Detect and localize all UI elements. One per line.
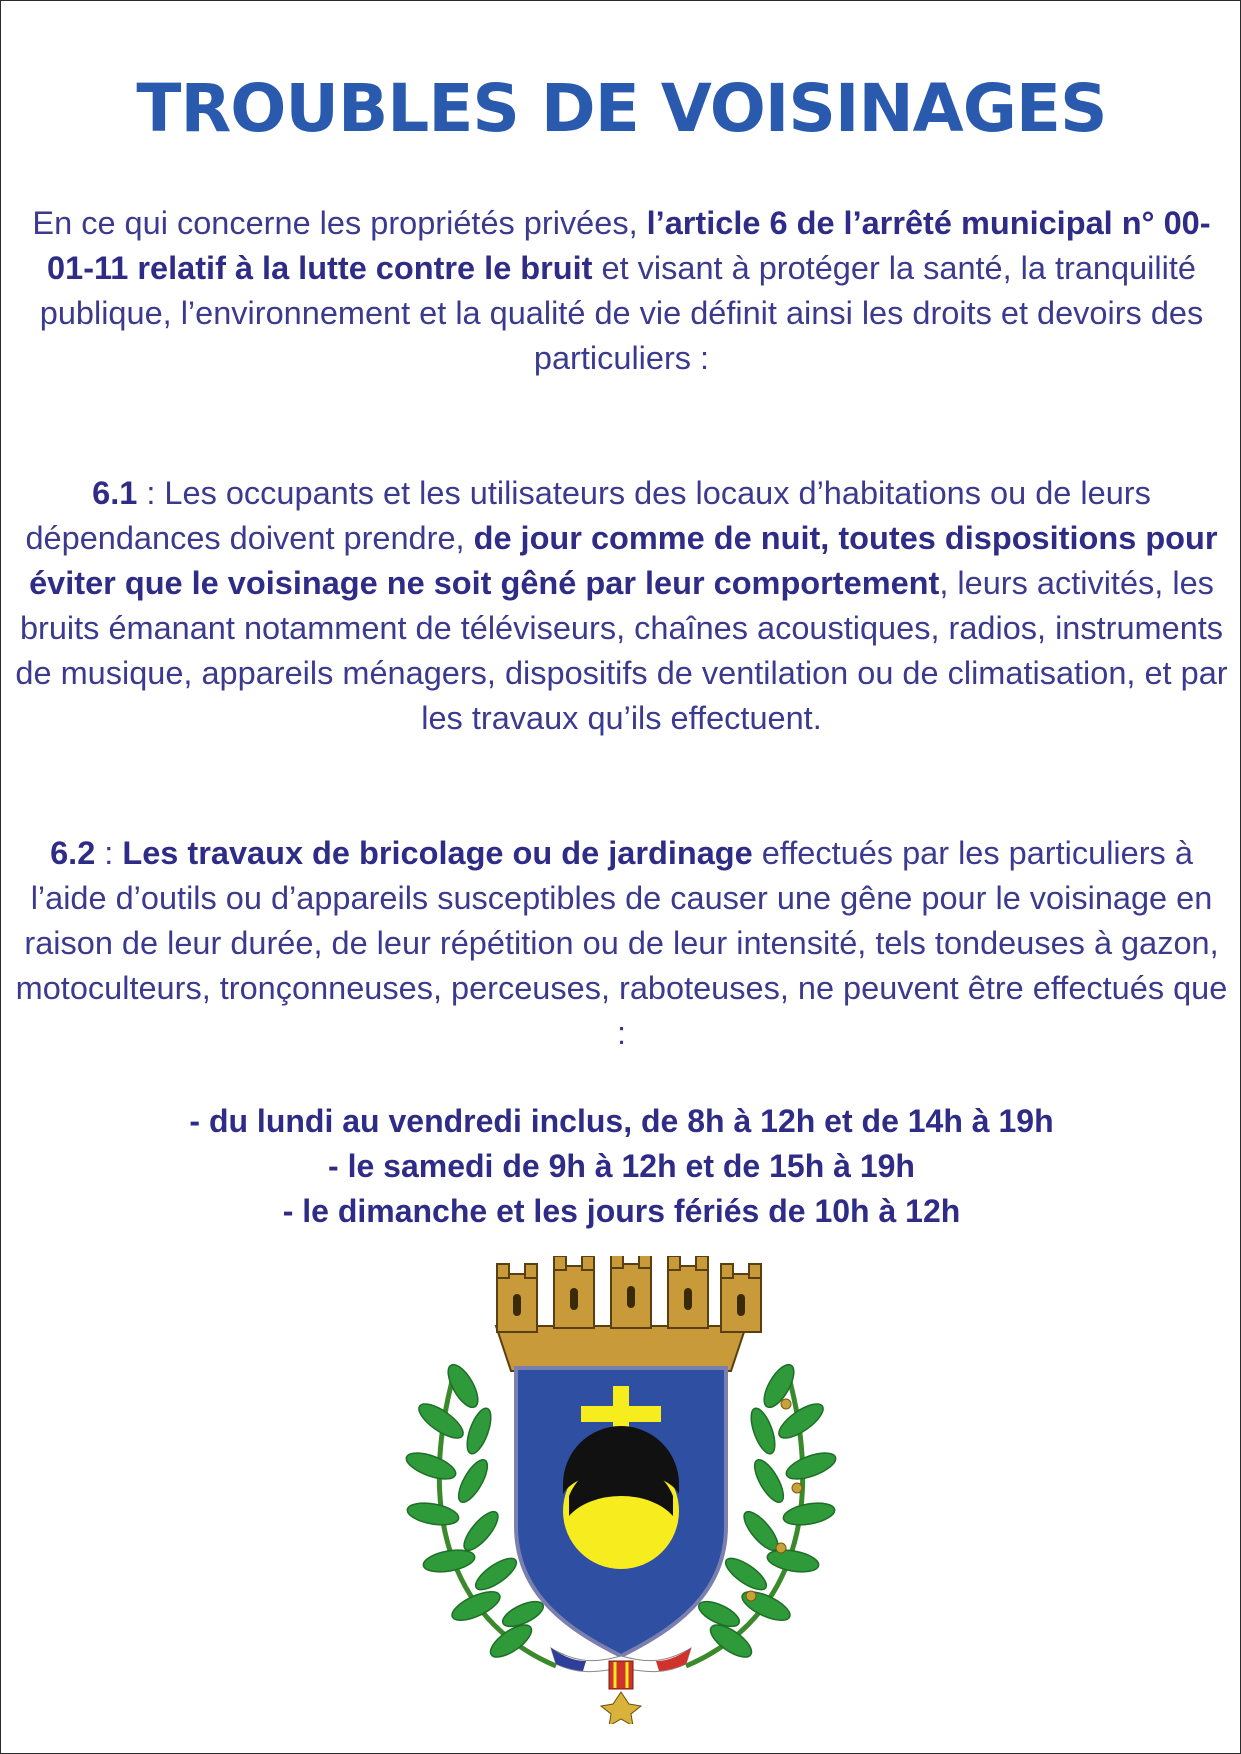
article-6-1-number: 6.1 (92, 475, 138, 511)
schedule-sunday-holidays: - le dimanche et les jours fériés de 10h à 12h (282, 1193, 961, 1229)
article-6-2-number: 6.2 (50, 835, 96, 871)
article-6-2-paragraph (15, 831, 1228, 1056)
mural-crown-icon (496, 1256, 761, 1371)
schedule-saturday: - le samedi de 9h à 12h et de 15h à 19h (328, 1148, 915, 1184)
article-6-1-bold: de jour comme de nuit, toutes dispositions pour éviter que le voisinage ne soit gêné par leur comportement (29, 520, 1218, 601)
article-6-2-bold: Les travaux de bricolage ou de jardinage (122, 835, 753, 871)
article-6-2-text-2: effectués par les particuliers à l’aide d’outils ou d’appareils susceptibles de causer une gêne pour le voisinage en raison de leur durée, de leur répétition ou de leur intensité, tels tondeuses à gazon, motoculteurs, tronçonneuses, perceuses, raboteuses, ne peuvent être effectués que : (15, 835, 1228, 1051)
intro-paragraph (15, 201, 1228, 381)
intro-text-1: En ce qui concerne les propriétés privées, (32, 205, 647, 241)
intro-bold-reference: l’article 6 de l’arrêté municipal n° 00-01-11 relatif à la lutte contre le bruit (47, 205, 1211, 286)
page-title: TROUBLES DE VOISINAGES (136, 70, 1107, 147)
ribbon-medal-icon (551, 1648, 691, 1724)
article-6-2-text-1: : (95, 835, 123, 871)
article-6-1-text-1: : Les occupants et les utilisateurs des locaux d’habitations ou de leurs dépendances doivent prendre, (25, 475, 1151, 556)
intro-text-2: et visant à protéger la santé, la tranquilité publique, l’environnement et la qualité de vie définit ainsi les droits et devoirs des particuliers : (39, 250, 1204, 376)
schedule-weekdays: - du lundi au vendredi inclus, de 8h à 12h et de 14h à 19h (189, 1103, 1054, 1139)
schedule-list (1, 1099, 1241, 1234)
article-6-1-paragraph (15, 471, 1228, 741)
coat-of-arms-icon (401, 1256, 841, 1724)
article-6-1-text-2: , leurs activités, les bruits émanant notamment de téléviseurs, chaînes acoustiques, radios, instruments de musique, appareils ménagers, dispositifs de ventilation ou de climatisation, et par les travaux qu’ils effectuent. (15, 565, 1228, 736)
